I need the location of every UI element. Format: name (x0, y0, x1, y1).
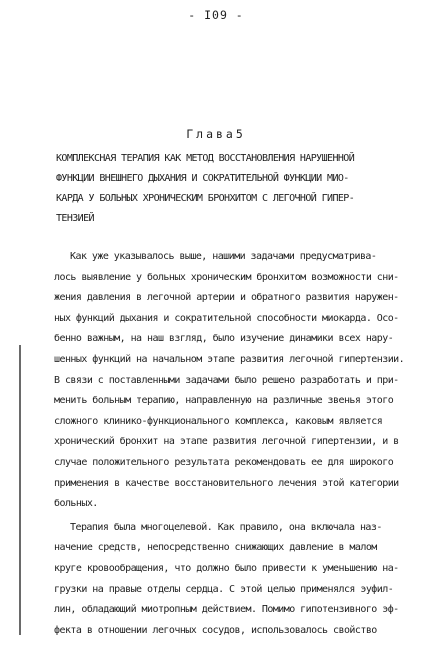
body-line: фекта в отношении легочных сосудов, использовалось свойство (54, 624, 377, 636)
body-line: больных. (54, 498, 98, 510)
body-line: сложного клинико-функционального комплекса, каковым является (54, 415, 383, 427)
body-line: шенных функций на начальном этапе развития легочной гипертензии. (54, 353, 405, 365)
title-line: ТЕНЗИЕЙ (56, 213, 94, 224)
body-line: лин, обладающий миотропным действием. Помимо гипотензивного эф- (54, 604, 399, 616)
title-line: КОМПЛЕКСНАЯ ТЕРАПИЯ КАК МЕТОД ВОССТАНОВЛЕНИЯ НАРУШЕННОЙ (56, 153, 355, 164)
chapter-heading: Глава5 (186, 127, 246, 141)
body-line: жения давления в легочной артерии и обратного развития наружен- (54, 292, 399, 304)
title-line: ФУНКЦИИ ВНЕШНЕГО ДЫХАНИЯ И СОКРАТИТЕЛЬНОЙ ФУНКЦИИ МИО- (56, 173, 349, 184)
body-line: ных функций дыхания и сократительной способности миокарда. Осо- (54, 312, 399, 324)
chapter-title (56, 149, 418, 229)
body-line: применения в качестве восстановительного лечения этой категории (54, 477, 399, 489)
body-line: бенно важным, на наш взгляд, было изучение динамики всех нару- (54, 333, 394, 345)
body-line: хронический бронхит на этапе развития легочной гипертензии, и в (54, 436, 399, 448)
body-text (54, 247, 424, 641)
body-line: Терапия была многоцелевой. Как правило, она включала наз- (70, 521, 382, 533)
body-line: грузки на правые отделы сердца. С этой целью применялся эуфил- (54, 583, 394, 595)
body-line: случае положительного результата рекомендовать ее для широкого (54, 456, 394, 468)
body-line: лось выявление у больных хроническим бронхитом возможности сни- (54, 271, 399, 283)
page-number: - I09 - (188, 8, 244, 22)
body-line: В связи с поставленными задачами было решено разработать и при- (54, 374, 399, 386)
title-line: КАРДА У БОЛЬНЫХ ХРОНИЧЕСКИМ БРОНХИТОМ С ЛЕГОЧНОЙ ГИПЕР- (56, 193, 355, 204)
body-line: круге кровообращения, что должно было привести к уменьшению на- (54, 562, 399, 574)
body-line: менить больным терапию, направленную на различные звенья этого (54, 395, 394, 407)
margin-mark (19, 345, 21, 635)
body-line: Как уже указывалось выше, нашими задачами предусматрива- (70, 251, 377, 262)
body-line: начение средств, непосредственно снижающих давление в малом (54, 542, 377, 554)
